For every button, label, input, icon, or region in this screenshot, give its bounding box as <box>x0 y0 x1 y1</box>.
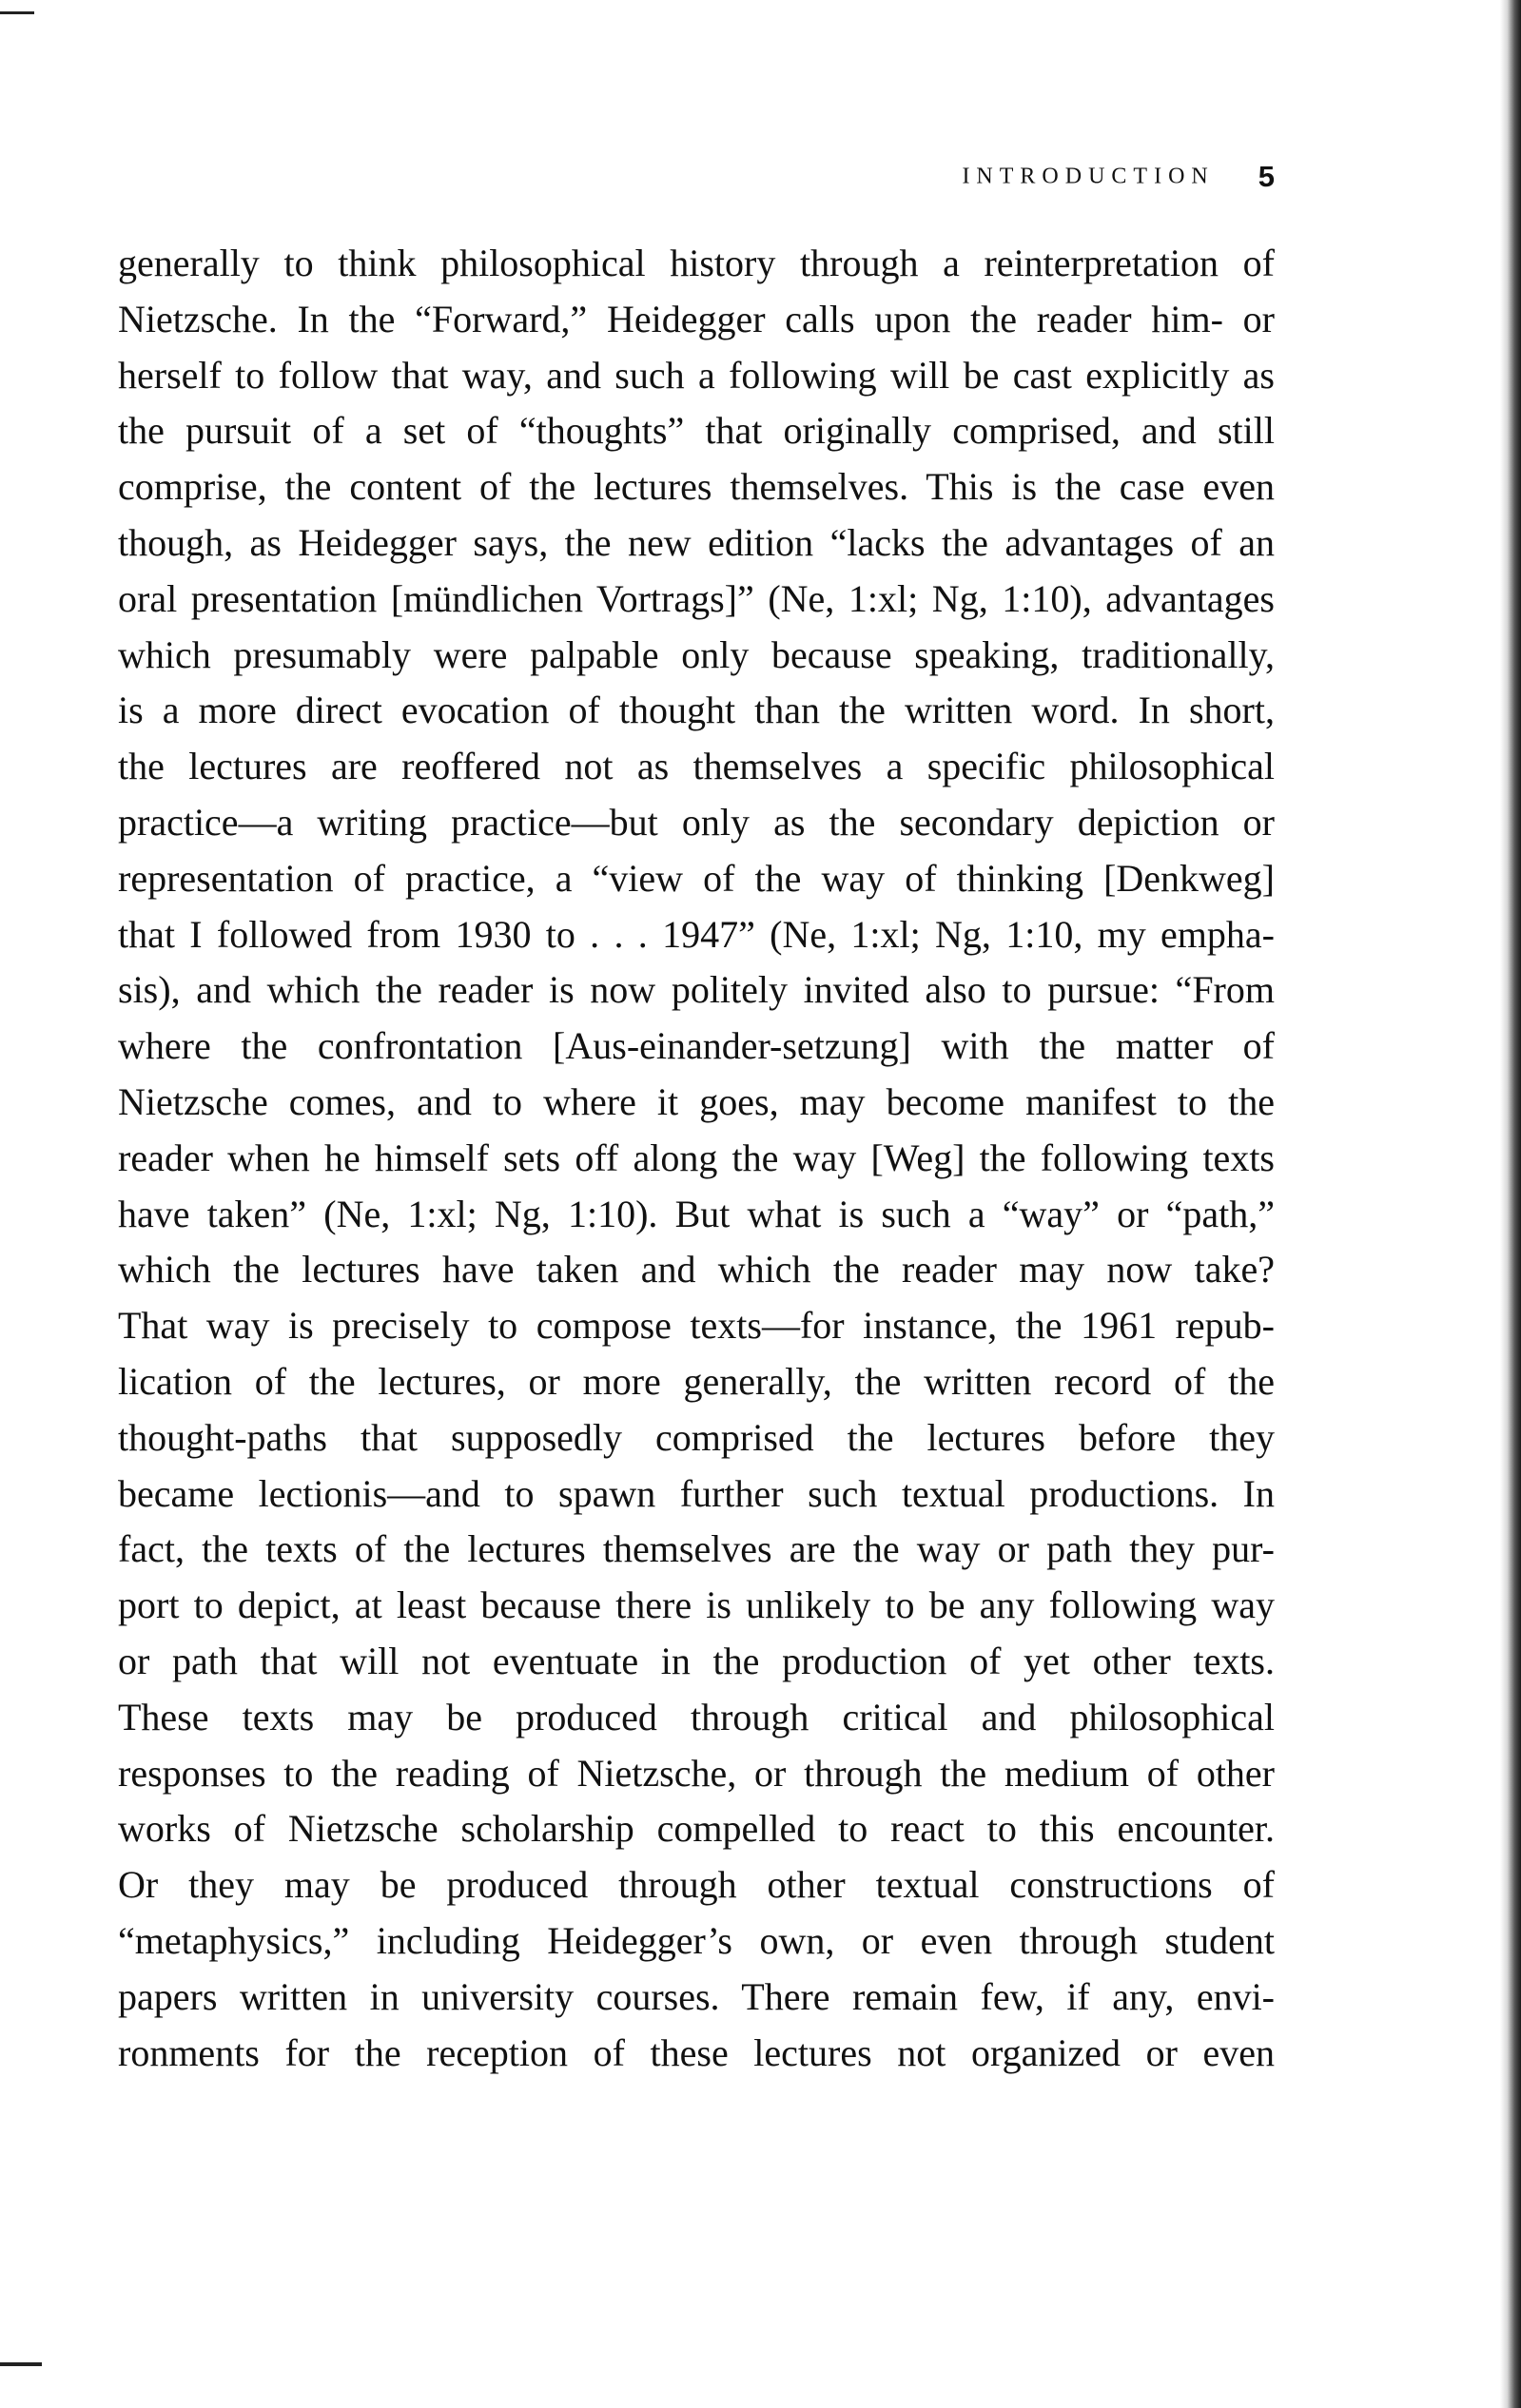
text-line: reader when he himself sets off along the way [Weg] the following texts <box>118 1136 1275 1179</box>
text-line: thought-paths that supposedly comprised the lectures before they <box>118 1415 1275 1459</box>
text-line: representation of practice, a “view of the way of thinking [Denkweg] <box>118 856 1275 900</box>
text-line: which presumably were palpable only because speaking, traditionally, <box>118 632 1275 676</box>
text-line: herself to follow that way, and such a following will be cast explicitly as <box>118 353 1275 397</box>
text-line: Nietzsche. In the “Forward,” Heidegger calls upon the reader him- or <box>118 297 1275 340</box>
text-line: Nietzsche comes, and to where it goes, may become manifest to the <box>118 1079 1275 1123</box>
text-line: ronments for the reception of these lectures not organized or even <box>118 2030 1275 2074</box>
text-line: or path that will not eventuate in the production of yet other texts. <box>118 1639 1275 1682</box>
text-line: that I followed from 1930 to . . . 1947” (Ne, 1:xl; Ng, 1:10, my empha- <box>118 912 1275 956</box>
text-line: works of Nietzsche scholarship compelled to react to this encounter. <box>118 1807 1275 1851</box>
page-number: 5 <box>1258 160 1275 193</box>
scan-corner-mark-bottom <box>0 2362 42 2366</box>
running-head <box>0 160 1275 194</box>
text-line: responses to the reading of Nietzsche, or through the medium of other <box>118 1751 1275 1795</box>
text-line: lication of the lectures, or more generally, the written record of the <box>118 1359 1275 1403</box>
text-line: “metaphysics,” including Heidegger’s own, or even through student <box>118 1918 1275 1962</box>
text-line: That way is precisely to compose texts—for instance, the 1961 repub- <box>118 1304 1275 1348</box>
text-line: papers written in university courses. There remain few, if any, envi- <box>118 1974 1275 2018</box>
text-line: comprise, the content of the lectures themselves. This is the case even <box>118 465 1275 509</box>
text-line: though, as Heidegger says, the new edition “lacks the advantages of an <box>118 520 1275 564</box>
text-line: is a more direct evocation of thought than the written word. In short, <box>118 689 1275 732</box>
text-line: the pursuit of a set of “thoughts” that originally comprised, and still <box>118 409 1275 453</box>
text-line: have taken” (Ne, 1:xl; Ng, 1:10). But what is such a “way” or “path,” <box>118 1192 1275 1235</box>
scan-binding-edge <box>1500 0 1521 2408</box>
text-line: the lectures are reoffered not as themselves a specific philosophical <box>118 745 1275 788</box>
text-line: sis), and which the reader is now politely invited also to pursue: “From <box>118 968 1275 1012</box>
text-line: fact, the texts of the lectures themselves are the way or path they pur- <box>118 1527 1275 1571</box>
text-line: Or they may be produced through other textual constructions of <box>118 1863 1275 1907</box>
text-line: port to depict, at least because there is unlikely to be any following way <box>118 1583 1275 1627</box>
text-line: These texts may be produced through critical and philosophical <box>118 1695 1275 1738</box>
text-line: practice—a writing practice—but only as the secondary depiction or <box>118 800 1275 844</box>
section-title: INTRODUCTION <box>962 164 1215 189</box>
text-line: where the confrontation [Aus-einander-setzung] with the matter of <box>118 1024 1275 1068</box>
scan-corner-mark-top <box>0 11 34 14</box>
text-line: generally to think philosophical history through a reinterpretation of <box>118 242 1275 284</box>
text-line: which the lectures have taken and which the reader may now take? <box>118 1248 1275 1291</box>
text-line: became lectionis—and to spawn further such textual productions. In <box>118 1471 1275 1515</box>
body-paragraph <box>118 236 1275 2081</box>
text-line: oral presentation [mündlichen Vortrags]” (Ne, 1:xl; Ng, 1:10), advantages <box>118 576 1275 620</box>
